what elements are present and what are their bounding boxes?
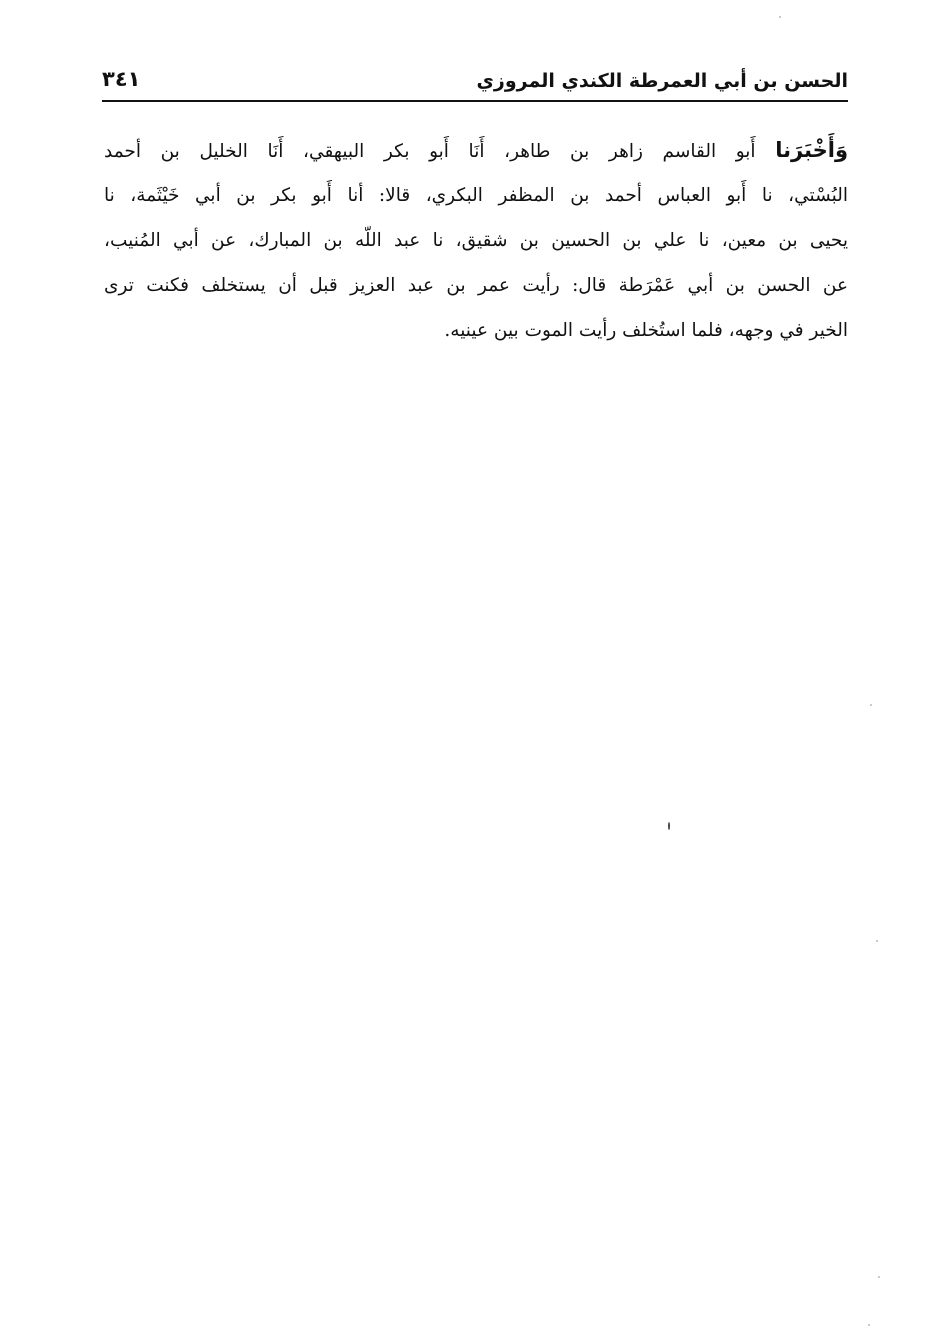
scan-speck [878,1276,880,1278]
scan-speck [779,16,781,18]
text-line-2: البُسْتي، نا أَبو العباس أحمد بن المظفر البكري، قالا: أنا أَبو بكر بن أبي خَيْثَمة، نا [104,185,848,206]
line-1-text: أَبو القاسم زاهر بن طاهر، أَنَا أَبو بكر البيهقي، أَنَا الخليل بن أحمد [104,141,776,162]
page-header [102,62,848,100]
scan-speck [668,822,670,830]
body-text [104,128,848,353]
text-line-5: الخير في وجهه، فلما استُخلف رأيت الموت بين عينيه. [444,320,848,341]
lead-word: وَأَخْبَرَنا [775,138,848,162]
scan-speck [868,1324,870,1326]
text-line-4: عن الحسن بن أبي عَمْرَطة قال: رأيت عمر بن عبد العزيز قبل أن يستخلف فكنت ترى [104,275,848,296]
text-line-3: يحيى بن معين، نا علي بن الحسين بن شقيق، نا عبد اللّه بن المبارك، عن أبي المُنيب، [104,230,848,251]
text-line-1 [104,128,848,173]
page-number: ٣٤١ [102,67,141,91]
scan-speck [876,940,878,942]
running-title: الحسن بن أبي العمرطة الكندي المروزي [476,70,848,92]
scan-speck [870,704,872,706]
header-rule [102,100,848,102]
